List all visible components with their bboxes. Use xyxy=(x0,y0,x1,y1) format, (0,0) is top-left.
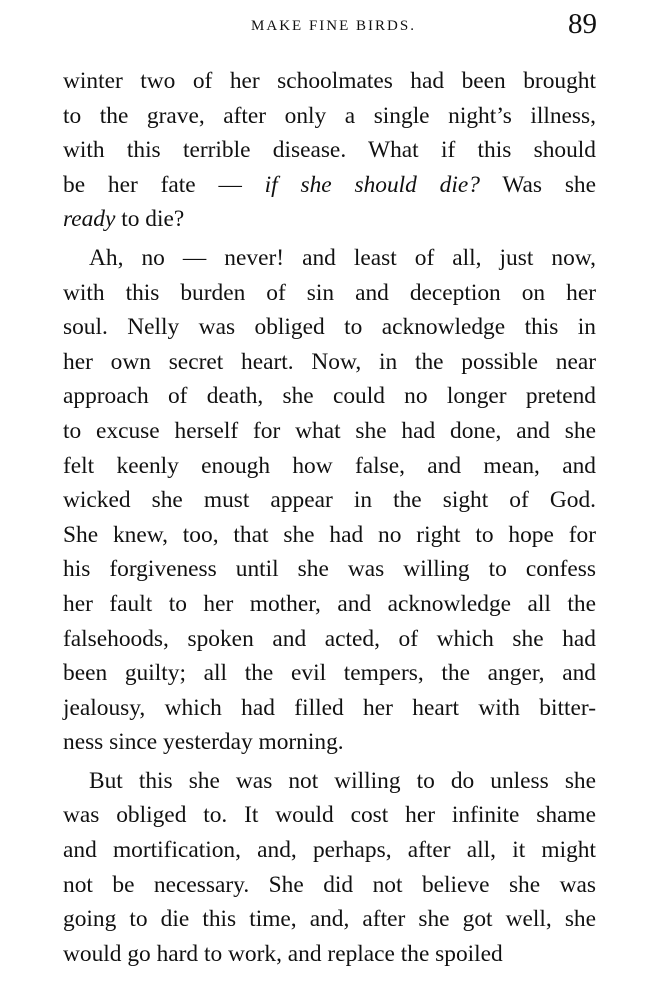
text-line xyxy=(63,133,596,168)
text-run: been guilty; all the evil tempers, the anger, and xyxy=(63,660,596,687)
text-line xyxy=(63,552,596,587)
text-run: going to die this time, and, after she got well, she xyxy=(63,906,596,933)
page-number: 89 xyxy=(568,8,597,40)
text-run: ness since yesterday morning. xyxy=(63,729,344,756)
text-run: her fault to her mother, and acknowledge all the xyxy=(63,590,596,617)
text-run: to excuse herself for what she had done, and she xyxy=(63,417,596,444)
text-run: winter two of her schoolmates had been brought xyxy=(63,68,596,94)
text-line xyxy=(63,587,596,622)
italic-text: if she should die? xyxy=(264,171,480,198)
text-run: with this terrible disease. What if this should xyxy=(63,137,596,164)
text-line xyxy=(63,798,596,833)
text-run: But this she was not willing to do unless she xyxy=(89,767,596,794)
text-line xyxy=(63,868,596,903)
text-line xyxy=(63,622,596,657)
text-run: falsehoods, spoken and acted, of which she had xyxy=(63,625,596,652)
text-run: wicked she must appear in the sight of God. xyxy=(63,487,596,514)
text-line xyxy=(63,168,596,203)
text-run: approach of death, she could no longer pretend xyxy=(63,383,596,410)
text-line xyxy=(63,99,596,134)
text-run: his forgiveness until she was willing to confess xyxy=(63,556,596,583)
text-line xyxy=(63,518,596,553)
text-run: her own secret heart. Now, in the possible near xyxy=(63,348,596,375)
text-line xyxy=(63,310,596,345)
paragraph xyxy=(63,241,596,760)
running-head xyxy=(0,18,667,35)
text-line xyxy=(63,937,596,972)
italic-text: ready xyxy=(63,206,116,233)
text-line xyxy=(63,691,596,726)
text-line xyxy=(63,241,596,276)
text-line xyxy=(63,902,596,937)
text-run: to die? xyxy=(115,206,185,233)
text-line xyxy=(63,202,596,237)
text-run: with this burden of sin and deception on her xyxy=(63,279,596,306)
running-title: MAKE FINE BIRDS. xyxy=(251,18,416,34)
text-run: and mortification, and, perhaps, after all, it might xyxy=(63,837,596,864)
text-line xyxy=(63,725,596,760)
body-text xyxy=(63,64,596,971)
text-run: felt keenly enough how false, and mean, and xyxy=(63,452,596,479)
text-run: jealousy, which had filled her heart with bitter- xyxy=(63,694,596,721)
text-line xyxy=(63,379,596,414)
text-run: was obliged to. It would cost her infinite shame xyxy=(63,802,596,829)
text-run: not be necessary. She did not believe she was xyxy=(63,871,596,898)
text-run: Was she xyxy=(479,171,597,198)
text-line xyxy=(63,764,596,799)
text-line xyxy=(63,483,596,518)
text-line xyxy=(63,345,596,380)
text-run: to the grave, after only a single night’s illness, xyxy=(63,102,596,129)
text-line xyxy=(63,414,596,449)
text-run: be her fate — xyxy=(63,171,265,198)
text-run: Ah, no — never! and least of all, just now, xyxy=(89,244,596,271)
text-run: She knew, too, that she had no right to hope for xyxy=(63,521,596,548)
text-line xyxy=(63,449,596,484)
text-run: would go hard to work, and replace the spoiled xyxy=(63,940,503,967)
paragraph xyxy=(63,64,596,237)
text-line xyxy=(63,64,596,99)
text-line xyxy=(63,276,596,311)
text-line xyxy=(63,656,596,691)
paragraph xyxy=(63,764,596,972)
text-run: soul. Nelly was obliged to acknowledge this in xyxy=(63,314,596,341)
text-line xyxy=(63,833,596,868)
